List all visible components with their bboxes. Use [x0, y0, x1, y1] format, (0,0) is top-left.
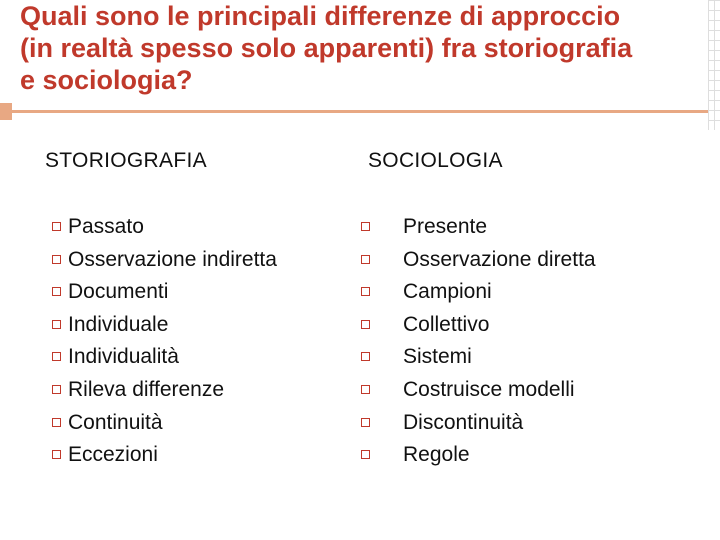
list-item-text: Costruisce modelli [403, 377, 575, 401]
sociologia-column [368, 146, 688, 467]
title-underline-rule [12, 110, 708, 113]
hollow-square-bullet-icon [361, 255, 370, 264]
list-item-text: Osservazione diretta [403, 247, 596, 271]
list-item-text: Presente [403, 215, 488, 238]
list-item [368, 374, 688, 407]
hollow-square-bullet-icon [52, 450, 61, 459]
list-item [45, 309, 365, 342]
storiografia-column [45, 146, 365, 467]
hollow-square-bullet-icon [52, 418, 61, 427]
hollow-square-bullet-icon [52, 352, 61, 361]
list-item-text: Individualità [68, 345, 179, 369]
storiografia-heading: STORIOGRAFIA [45, 149, 207, 172]
hollow-square-bullet-icon [52, 222, 61, 231]
list-item-text: Continuità [68, 410, 163, 434]
list-item [368, 211, 688, 244]
list-item [368, 244, 688, 277]
hollow-square-bullet-icon [361, 222, 370, 231]
list-item [368, 309, 688, 342]
list-item [45, 407, 365, 440]
slide-title: Quali sono le principali differenze di approccio (in realtà spesso solo apparenti) fra storiografia e sociologia? [20, 1, 633, 95]
list-item-text: Sistemi [403, 345, 472, 369]
title-accent-bar [0, 103, 12, 120]
hollow-square-bullet-icon [52, 287, 61, 296]
sociologia-list [368, 211, 688, 472]
hollow-square-bullet-icon [52, 320, 61, 329]
list-item-text: Osservazione indiretta [68, 247, 277, 271]
list-item-text: Documenti [68, 280, 169, 304]
hollow-square-bullet-icon [361, 320, 370, 329]
list-item-text: Passato [68, 215, 144, 238]
list-item [368, 407, 688, 440]
list-item [45, 374, 365, 407]
list-item-text: Eccezioni [68, 443, 158, 467]
list-item-text: Regole [403, 443, 470, 467]
hollow-square-bullet-icon [52, 255, 61, 264]
list-item-text: Collettivo [403, 312, 490, 336]
hollow-square-bullet-icon [52, 385, 61, 394]
hollow-square-bullet-icon [361, 385, 370, 394]
list-item-text: Rileva differenze [68, 377, 225, 401]
list-item-text: Discontinuità [403, 410, 524, 434]
list-item-text: Individuale [68, 312, 169, 336]
list-item [368, 276, 688, 309]
list-item [368, 439, 688, 472]
list-item [45, 439, 365, 472]
list-item-text: Campioni [403, 280, 492, 304]
storiografia-list [45, 211, 365, 472]
sociologia-heading: SOCIOLOGIA [368, 149, 503, 172]
hollow-square-bullet-icon [361, 287, 370, 296]
list-item [45, 211, 365, 244]
list-item [45, 244, 365, 277]
hollow-square-bullet-icon [361, 418, 370, 427]
list-item [368, 341, 688, 374]
list-item [45, 341, 365, 374]
decorative-grid [708, 0, 720, 130]
list-item [45, 276, 365, 309]
hollow-square-bullet-icon [361, 352, 370, 361]
hollow-square-bullet-icon [361, 450, 370, 459]
